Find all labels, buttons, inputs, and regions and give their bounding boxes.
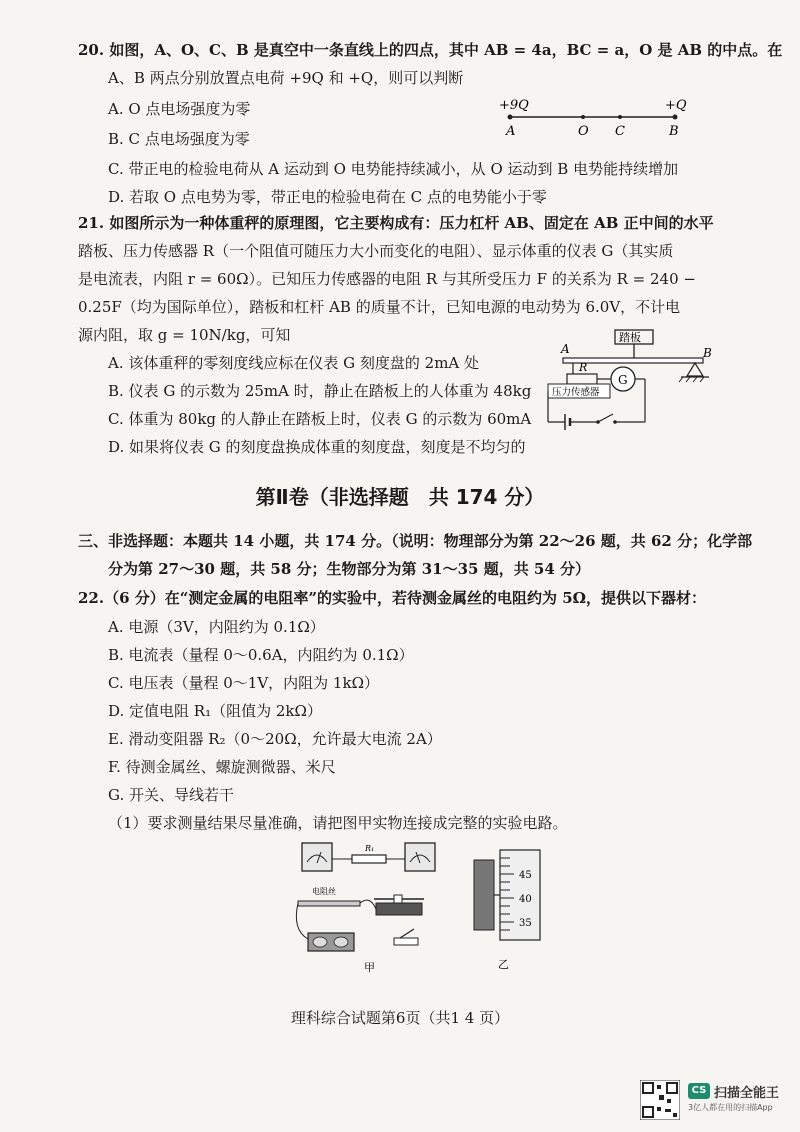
q21-option-c: C. 体重为 80kg 的人静止在踏板上时，仪表 G 的示数为 60mA: [108, 410, 532, 428]
q20-point-c-dot: [618, 115, 622, 119]
q21-resistor-r: [567, 374, 597, 384]
q22-micrometer-sleeve: [474, 860, 494, 930]
q21-stem-line5: 源内阻，取 g = 10N/kg，可知: [78, 326, 291, 344]
q20-stem-line2: A、B 两点分别放置点电荷 +9Q 和 +Q，则可以判断: [108, 69, 464, 87]
q22-tick-35: 35: [519, 918, 532, 929]
q21-label-a: A: [561, 342, 570, 356]
q22-tick-45: 45: [519, 870, 532, 881]
q20-charge-a: +9Q: [499, 98, 529, 113]
q22-item-d: D. 定值电阻 R₁（阻值为 2kΩ）: [108, 702, 322, 720]
q21-option-a: A. 该体重秤的零刻度线应标在仪表 G 刻度盘的 2mA 处: [108, 354, 480, 372]
q21-stem-line2: 踏板、压力传感器 R（一个阻值可随压力大小而变化的电阻）、显示体重的仪表 G（其实质: [78, 242, 674, 260]
q21-hatch-3: [693, 377, 697, 382]
part3-line1: 三、非选择题：本题共 14 小题，共 174 分。（说明：物理部分为第 22～26 题，共 62 分；化学部: [78, 532, 753, 550]
q21-hatch-2: [686, 377, 690, 382]
q22-caption-jia: 甲: [364, 961, 375, 973]
q22-resistance-wire: [298, 901, 360, 906]
q22-stem: 22.（6 分）在“测定金属的电阻率”的实验中，若待测金属丝的电阻约为 5Ω，提供以下器材：: [78, 589, 707, 607]
q22-part1: （1）要求测量结果尽量准确，请把图甲实物连接成完整的实验电路。: [108, 814, 568, 832]
q21-switch-blade: [598, 414, 613, 422]
q20-label-o: O: [578, 124, 589, 139]
q20-label-a: A: [506, 124, 516, 139]
q20-stem-line1: 20. 如图，A、O、C、B 是真空中一条直线上的四点，其中 AB = 4a，BC = a，O 是 AB 的中点。在: [78, 41, 783, 59]
q22-item-e: E. 滑动变阻器 R₂（0～20Ω，允许最大电流 2A）: [108, 730, 442, 748]
q22-switch: [394, 938, 418, 945]
q20-point-o-dot: [581, 115, 585, 119]
q21-label-b: B: [703, 346, 712, 360]
q20-charge-b: +Q: [665, 98, 687, 113]
section-2-title: 第Ⅱ卷（非选择题 共 174 分）: [255, 485, 545, 509]
q21-hatch-1: [679, 377, 683, 382]
q20-point-a-dot: [508, 115, 513, 120]
q22-item-b: B. 电流表（量程 0～0.6A，内阻约为 0.1Ω）: [108, 646, 414, 664]
scanner-logo: CS: [688, 1083, 710, 1099]
q20-option-d: D. 若取 O 点电势为零，带正电的检验电荷在 C 点的电势能小于零: [108, 188, 547, 206]
q20-label-b: B: [669, 124, 679, 139]
q21-option-d: D. 如果将仪表 G 的刻度盘换成体重的刻度盘，刻度是不均匀的: [108, 438, 526, 456]
q22-switch-lever: [400, 929, 414, 938]
q20-option-c: C. 带正电的检验电荷从 A 运动到 O 电势能持续减小，从 O 运动到 B 电势能持续增加: [108, 160, 679, 178]
q22-item-g: G. 开关、导线若干: [108, 786, 234, 804]
q22-caption-yi: 乙: [498, 958, 509, 971]
q21-sensor-label: 压力传感器: [552, 387, 600, 398]
q21-label-g: G: [618, 373, 628, 387]
q22-battery-cell-2: [334, 937, 348, 947]
q22-tick-40: 40: [519, 894, 532, 905]
q22-rheostat-slider: [394, 895, 402, 903]
qr-code-icon: [640, 1080, 680, 1120]
q22-apparatus-figure: [290, 835, 450, 973]
scanner-watermark: [640, 1080, 790, 1120]
q22-battery-cell-1: [313, 937, 327, 947]
q21-hatch-4: [700, 377, 704, 382]
q21-stem-line4: 0.25F（均为国际单位），踏板和杠杆 AB 的质量不计，已知电源的电动势为 6.0V，不计电: [78, 298, 681, 316]
scanner-app-name: 扫描全能王: [714, 1086, 780, 1101]
q22-item-a: A. 电源（3V，内阻约为 0.1Ω）: [108, 618, 325, 636]
q22-ammeter: [405, 843, 435, 871]
q21-label-r: R: [579, 361, 588, 374]
q22-wire-3: [296, 903, 308, 939]
q22-item-f: F. 待测金属丝、螺旋测微器、米尺: [108, 758, 336, 776]
q22-wire-4: [360, 900, 376, 909]
q20-point-b-dot: [673, 115, 678, 120]
q22-voltmeter: [302, 843, 332, 871]
q22-wire-label: 电阻丝: [312, 887, 336, 896]
page-footer: 理科综合试题第6页（共1 4 页）: [290, 1009, 510, 1027]
q22-micrometer-figure: [470, 840, 560, 980]
q20-option-b: B. C 点电场强度为零: [108, 130, 250, 148]
scanner-tagline: 3亿人都在用的扫描App: [688, 1103, 773, 1112]
part3-line2: 分为第 27～30 题，共 58 分；生物部分为第 31～35 题，共 54 分）: [108, 560, 591, 578]
q22-label-r1: R₁: [365, 844, 375, 853]
q20-option-a: A. O 点电场强度为零: [108, 100, 251, 118]
q21-stem-line1: 21. 如图所示为一种体重秤的原理图，它主要构成有：压力杠杆 AB、固定在 AB 正中间的水平: [78, 214, 714, 232]
q21-scale-figure: [545, 320, 725, 445]
q21-pivot: [687, 363, 703, 376]
q21-option-b: B. 仪表 G 的示数为 25mA 时，静止在踏板上的人体重为 48kg: [108, 382, 532, 400]
q20-label-c: C: [615, 124, 625, 139]
q22-resistor-r1: [352, 855, 386, 863]
q22-item-c: C. 电压表（量程 0～1V，内阻为 1kΩ）: [108, 674, 380, 692]
q21-pedal-label: 踏板: [619, 331, 641, 344]
q20-line-figure: [495, 95, 695, 140]
q22-rheostat: [376, 903, 422, 915]
q21-stem-line3: 是电流表，内阻 r = 60Ω）。已知压力传感器的电阻 R 与其所受压力 F 的关系为 R = 240 −: [78, 270, 696, 288]
